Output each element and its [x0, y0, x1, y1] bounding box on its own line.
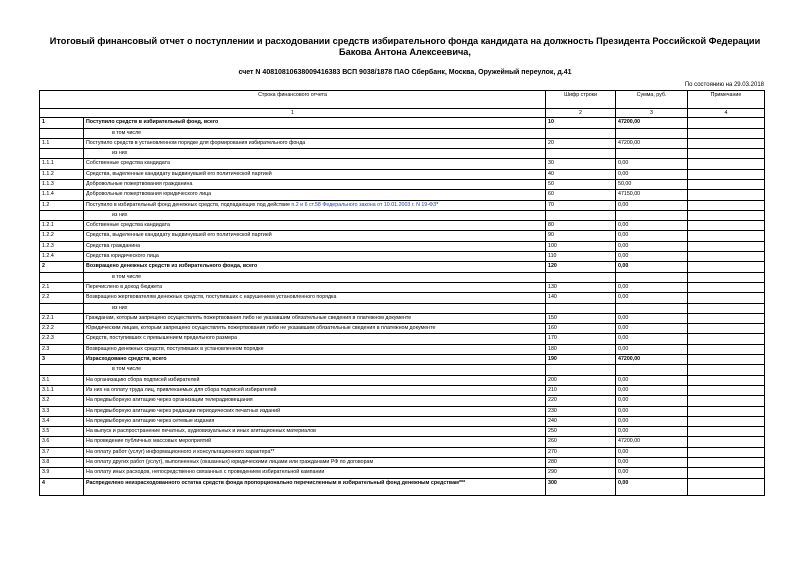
row-number	[40, 149, 84, 159]
row-number: 1.1.4	[40, 190, 84, 200]
row-name: Израсходовано средств, всего	[84, 355, 546, 365]
row-sum: 0,00	[616, 324, 688, 334]
row-sum	[616, 149, 688, 159]
law-reference-link[interactable]: п.2 и 6 ст.58 Федерального закона от 10.01.2003 г. N 19-ФЗ	[291, 201, 437, 208]
table-row	[40, 231, 765, 241]
row-sum: 47200,00	[616, 355, 688, 365]
row-note	[688, 303, 765, 313]
table-row	[40, 385, 765, 395]
row-note	[688, 190, 765, 200]
row-number: 2	[40, 262, 84, 272]
row-code: 40	[546, 169, 616, 179]
table-row	[40, 293, 765, 303]
row-code: 200	[546, 375, 616, 385]
row-code: 60	[546, 190, 616, 200]
row-name: На предвыборную агитацию через редакции периодических печатных изданий	[84, 406, 546, 416]
row-number: 1.2.1	[40, 221, 84, 231]
row-code: 210	[546, 385, 616, 395]
row-note	[688, 159, 765, 169]
row-number: 1.1.2	[40, 169, 84, 179]
table-row	[40, 128, 765, 138]
row-note	[688, 262, 765, 272]
row-name: Средства, выделенные кандидату выдвинувшей его политической партией	[84, 231, 546, 241]
table-row	[40, 365, 765, 375]
row-code: 30	[546, 159, 616, 169]
row-code: 20	[546, 138, 616, 148]
row-note	[688, 210, 765, 220]
row-sum	[616, 365, 688, 375]
row-code: 260	[546, 437, 616, 447]
table-row	[40, 437, 765, 447]
row-sum: 0,00	[616, 447, 688, 457]
row-name: Возвращено жертвователям денежных средств, поступивших с нарушением установленного порядка	[84, 293, 546, 303]
row-name: из них	[84, 303, 546, 313]
row-note	[688, 427, 765, 437]
row-note	[688, 282, 765, 292]
table-row	[40, 344, 765, 354]
column-header-code: Шифр строки	[546, 91, 616, 109]
table-row	[40, 221, 765, 231]
row-number: 3.1.1	[40, 385, 84, 395]
table-row	[40, 241, 765, 251]
row-sum: 0,00	[616, 468, 688, 478]
row-sum: 0,00	[616, 427, 688, 437]
row-name: Средства гражданина	[84, 241, 546, 251]
row-code: 130	[546, 282, 616, 292]
row-note	[688, 149, 765, 159]
row-note	[688, 200, 765, 210]
row-code: 70	[546, 200, 616, 210]
table-row	[40, 324, 765, 334]
table-row	[40, 416, 765, 426]
row-note	[688, 447, 765, 457]
table-row	[40, 396, 765, 406]
column-number-row	[40, 109, 765, 118]
row-name: в том числе	[84, 128, 546, 138]
row-sum: 0,00	[616, 416, 688, 426]
row-note	[688, 169, 765, 179]
row-sum: 0,00	[616, 200, 688, 210]
row-code: 190	[546, 355, 616, 365]
row-name: Поступило средств в установленном порядке для формирования избирательного фонда	[84, 138, 546, 148]
row-note	[688, 313, 765, 323]
row-code	[546, 210, 616, 220]
row-code: 180	[546, 344, 616, 354]
row-sum: 0,00	[616, 385, 688, 395]
row-code: 170	[546, 334, 616, 344]
row-name-text: Поступило в избирательный фонд денежных средств, подпадающих под действие	[86, 201, 292, 208]
row-sum: 50,00	[616, 179, 688, 189]
row-sum: 0,00	[616, 344, 688, 354]
row-number	[40, 272, 84, 282]
row-name: Поступило средств в избирательный фонд, всего	[84, 118, 546, 128]
table-row	[40, 458, 765, 468]
row-sum: 0,00	[616, 231, 688, 241]
row-number: 2.1	[40, 282, 84, 292]
row-name: Средств, поступивших с превышением предельного размера	[84, 334, 546, 344]
row-code: 160	[546, 324, 616, 334]
row-code: 280	[546, 458, 616, 468]
row-sum: 47200,00	[616, 138, 688, 148]
account-line: счет N 40810810638009416383 ВСП 9038/1878 ПАО Сбербанк, Москва, Оружейный переулок, д.41	[238, 69, 572, 76]
row-sum: 0,00	[616, 458, 688, 468]
row-note	[688, 118, 765, 128]
table-row	[40, 468, 765, 478]
row-sum: 0,00	[616, 252, 688, 262]
row-name: На проведение публичных массовых мероприятий	[84, 437, 546, 447]
row-note	[688, 324, 765, 334]
row-number: 2.2.2	[40, 324, 84, 334]
row-number: 1.2.4	[40, 252, 84, 262]
row-sum: 0,00	[616, 334, 688, 344]
table-row	[40, 118, 765, 128]
row-name: Добровольные пожертвования гражданина	[84, 179, 546, 189]
row-code: 110	[546, 252, 616, 262]
column-header-sum: Сумма, руб.	[616, 91, 688, 109]
table-header-row	[40, 91, 765, 109]
row-sum: 0,00	[616, 375, 688, 385]
row-name: На предвыборную агитацию через сетевые издания	[84, 416, 546, 426]
table-row	[40, 169, 765, 179]
row-sum: 0,00	[616, 282, 688, 292]
row-note	[688, 241, 765, 251]
table-row	[40, 159, 765, 169]
row-sum: 0,00	[616, 159, 688, 169]
row-note	[688, 231, 765, 241]
row-name: На оплату работ (услуг) информационного и консультационного характера**	[84, 447, 546, 457]
row-sum: 47200,00	[616, 437, 688, 447]
row-note	[688, 396, 765, 406]
row-name: в том числе	[84, 272, 546, 282]
table-row	[40, 375, 765, 385]
row-note	[688, 179, 765, 189]
report-title: Итоговый финансовый отчет о поступлении и расходовании средств избирательного фонда кандидата на должность Президента Российской Федерации Бакова Антона Алексеевича,	[49, 36, 761, 57]
row-code: 220	[546, 396, 616, 406]
row-note	[688, 334, 765, 344]
row-code: 300	[546, 478, 616, 495]
row-number: 2.2.3	[40, 334, 84, 344]
row-number	[40, 210, 84, 220]
row-number: 3.9	[40, 468, 84, 478]
row-number: 1.2.3	[40, 241, 84, 251]
row-sum: 0,00	[616, 313, 688, 323]
row-code: 50	[546, 179, 616, 189]
row-sum	[616, 272, 688, 282]
table-row	[40, 282, 765, 292]
row-number	[40, 128, 84, 138]
row-name: Собственные средства кандидата	[84, 159, 546, 169]
column-number: 4	[688, 109, 765, 118]
column-header-note: Примечание	[688, 91, 765, 109]
row-note	[688, 385, 765, 395]
as-of-date: По состоянию на 29.03.2018	[684, 82, 764, 88]
row-note	[688, 365, 765, 375]
row-code	[546, 303, 616, 313]
row-name: Возвращено денежных средств из избирательного фонда, всего	[84, 262, 546, 272]
row-code: 120	[546, 262, 616, 272]
row-code: 270	[546, 447, 616, 457]
row-number: 1.1	[40, 138, 84, 148]
row-name: Распределено неизрасходованного остатка средств фонда пропорционально перечисленным в избирательный фонд денежным средствам***	[84, 478, 546, 495]
table-row	[40, 478, 765, 495]
row-number: 2.3	[40, 344, 84, 354]
row-sum: 0,00	[616, 293, 688, 303]
row-note	[688, 272, 765, 282]
row-sum: 47150,00	[616, 190, 688, 200]
row-name: На оплату других работ (услуг), выполненных (оказанных) юридическими лицами или гражданами РФ по договорам	[84, 458, 546, 468]
row-number: 3	[40, 355, 84, 365]
row-note	[688, 458, 765, 468]
row-note	[688, 344, 765, 354]
row-note	[688, 375, 765, 385]
table-row	[40, 179, 765, 189]
row-code	[546, 128, 616, 138]
row-sum	[616, 303, 688, 313]
row-code: 90	[546, 231, 616, 241]
row-name: Собственные средства кандидата	[84, 221, 546, 231]
row-name: Гражданам, которым запрещено осуществлять пожертвования либо не указавшим обязательные сведения в платежном документе	[84, 313, 546, 323]
row-name: в том числе	[84, 365, 546, 375]
row-sum: 0,00	[616, 396, 688, 406]
row-note	[688, 221, 765, 231]
row-name	[84, 200, 546, 210]
row-name: Из них на оплату труда лиц, привлекаемых для сбора подписей избирателей	[84, 385, 546, 395]
row-sum: 0,00	[616, 169, 688, 179]
row-note	[688, 406, 765, 416]
row-name: На предвыборную агитацию через организации телерадиовещания	[84, 396, 546, 406]
row-number	[40, 365, 84, 375]
row-number: 1.2	[40, 200, 84, 210]
row-code: 100	[546, 241, 616, 251]
row-sum: 0,00	[616, 241, 688, 251]
table-row	[40, 210, 765, 220]
row-code: 80	[546, 221, 616, 231]
row-name: из них	[84, 149, 546, 159]
row-number: 3.6	[40, 437, 84, 447]
row-note	[688, 293, 765, 303]
column-number: 2	[546, 109, 616, 118]
row-code: 150	[546, 313, 616, 323]
table-row	[40, 334, 765, 344]
table-row	[40, 355, 765, 365]
column-header-line: Строка финансового отчета	[40, 91, 546, 109]
row-code	[546, 272, 616, 282]
row-code: 230	[546, 406, 616, 416]
row-number: 3.3	[40, 406, 84, 416]
footnote-mark: *	[436, 201, 439, 208]
row-name: На оплату иных расходов, непосредственно связанных с проведением избирательной кампании	[84, 468, 546, 478]
table-row	[40, 272, 765, 282]
row-name: На выпуск и распространение печатных, аудиовизуальных и иных агитационных материалов	[84, 427, 546, 437]
row-name: Добровольные пожертвования юридического лица	[84, 190, 546, 200]
row-name: Средства, выделенные кандидату выдвинувшей его политической партией	[84, 169, 546, 179]
row-number: 3.8	[40, 458, 84, 468]
row-number	[40, 303, 84, 313]
row-sum	[616, 128, 688, 138]
row-note	[688, 478, 765, 495]
row-name: Средства юридического лица	[84, 252, 546, 262]
table-row	[40, 138, 765, 148]
row-note	[688, 128, 765, 138]
row-number: 1.2.2	[40, 231, 84, 241]
row-number: 1	[40, 118, 84, 128]
table-row	[40, 313, 765, 323]
row-number: 4	[40, 478, 84, 495]
row-note	[688, 355, 765, 365]
column-number: 1	[40, 109, 546, 118]
row-number: 3.1	[40, 375, 84, 385]
table-row	[40, 427, 765, 437]
row-number: 3.5	[40, 427, 84, 437]
table-row	[40, 200, 765, 210]
column-number: 3	[616, 109, 688, 118]
row-note	[688, 252, 765, 262]
row-code: 290	[546, 468, 616, 478]
row-number: 3.7	[40, 447, 84, 457]
row-name: Перечислено в доход бюджета	[84, 282, 546, 292]
row-number: 1.1.1	[40, 159, 84, 169]
row-sum: 0,00	[616, 221, 688, 231]
row-code	[546, 365, 616, 375]
row-note	[688, 468, 765, 478]
row-number: 2.2.1	[40, 313, 84, 323]
row-note	[688, 437, 765, 447]
row-number: 3.2	[40, 396, 84, 406]
table-row	[40, 303, 765, 313]
row-note	[688, 138, 765, 148]
row-name: Юридическим лицам, которым запрещено осуществлять пожертвования либо не указавшим обязательные сведения в платежном документе	[84, 324, 546, 334]
row-name: Возвращено денежных средств, поступивших в установленном порядке	[84, 344, 546, 354]
row-name: На организацию сбора подписей избирателей	[84, 375, 546, 385]
row-name: из них	[84, 210, 546, 220]
row-number: 3.4	[40, 416, 84, 426]
table-row	[40, 190, 765, 200]
row-code: 140	[546, 293, 616, 303]
row-sum: 0,00	[616, 262, 688, 272]
row-note	[688, 416, 765, 426]
table-row	[40, 252, 765, 262]
table-row	[40, 447, 765, 457]
table-row	[40, 149, 765, 159]
row-code: 240	[546, 416, 616, 426]
row-number: 1.1.3	[40, 179, 84, 189]
financial-report-table	[39, 90, 765, 496]
row-code	[546, 149, 616, 159]
row-sum: 0,00	[616, 478, 688, 495]
row-sum: 47200,00	[616, 118, 688, 128]
table-row	[40, 262, 765, 272]
row-number: 2.2	[40, 293, 84, 303]
row-sum: 0,00	[616, 406, 688, 416]
row-code: 10	[546, 118, 616, 128]
row-sum	[616, 210, 688, 220]
row-code: 250	[546, 427, 616, 437]
table-row	[40, 406, 765, 416]
